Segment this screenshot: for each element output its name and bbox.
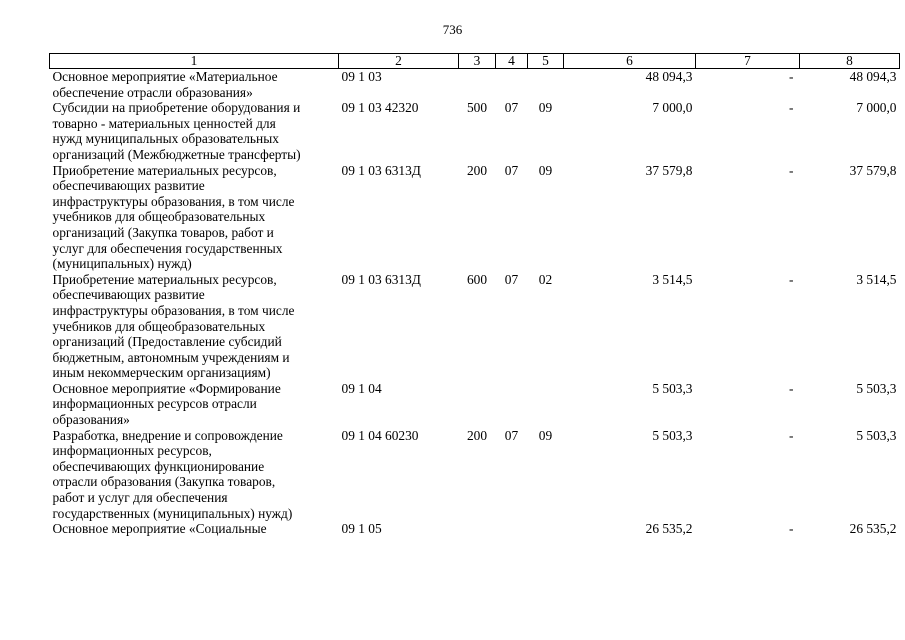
header-col-8: 8: [800, 54, 900, 69]
row-section: [496, 521, 528, 537]
row-description-line: Приобретение материальных ресурсов,: [52, 271, 277, 287]
header-col-3: 3: [459, 54, 496, 69]
row-expense-type: 200: [466, 427, 488, 443]
row-description-line: информационных ресурсов отрасли: [52, 396, 257, 412]
header-col-4: 4: [496, 54, 528, 69]
row-subsection: 02: [538, 271, 553, 287]
row-amount-8: 26 535,2: [849, 521, 897, 537]
row-section: [496, 69, 528, 101]
row-description-line: отрасли образования (Закупка товаров,: [52, 474, 276, 490]
row-amount-7: -: [789, 100, 794, 116]
header-row: [50, 54, 900, 69]
row-section: 07: [504, 427, 519, 443]
row-description-line: организаций (Межбюджетные трансферты): [52, 146, 301, 162]
header-col-5: 5: [528, 54, 564, 69]
row-expense-type: 200: [466, 162, 488, 178]
row-expense-type: [459, 381, 496, 428]
row-description-line: бюджетным, автономным учреждениям и: [52, 349, 290, 365]
row-description-line: нужд муниципальных образовательных: [52, 131, 279, 147]
header-col-1: 1: [50, 54, 339, 69]
row-amount-8: 37 579,8: [849, 162, 897, 178]
row-amount-7: -: [789, 380, 794, 396]
header-col-2: 2: [339, 54, 459, 69]
row-code: 09 1 03 42320: [341, 100, 419, 116]
row-description-line: Разработка, внедрение и сопровождение: [52, 427, 283, 443]
row-expense-type: [459, 69, 496, 101]
row-subsection: [528, 381, 564, 428]
row-description-line: инфраструктуры образования, в том числе: [52, 193, 295, 209]
row-amount-8: 48 094,3: [849, 69, 897, 84]
row-amount-8: 7 000,0: [856, 100, 897, 116]
row-section: [496, 381, 528, 428]
row-section: 07: [504, 100, 519, 116]
row-description-line: образования»: [52, 412, 130, 428]
row-code: 09 1 05: [341, 521, 382, 537]
table-row: [50, 272, 900, 381]
row-amount-6: 48 094,3: [645, 69, 693, 84]
row-description-line: обеспечивающих развитие: [52, 178, 205, 194]
row-description-line: обеспечивающих функционирование: [52, 458, 265, 474]
row-amount-8: 5 503,3: [856, 427, 897, 443]
row-description-line: государственных (муниципальных) нужд): [52, 505, 293, 521]
row-subsection: [528, 521, 564, 537]
row-expense-type: 500: [466, 100, 488, 116]
row-subsection: 09: [538, 162, 553, 178]
row-description: [50, 69, 339, 101]
table-row: [50, 100, 900, 162]
budget-table: [49, 53, 900, 537]
row-section: 07: [504, 162, 519, 178]
row-description-line: иным некоммерческим организациям): [52, 365, 271, 381]
row-amount-6: 5 503,3: [652, 427, 693, 443]
row-description-line: (муниципальных) нужд): [52, 256, 192, 272]
table-row: [50, 163, 900, 272]
table-row: [50, 428, 900, 522]
row-description-line: Основное мероприятие «Материальное: [52, 69, 278, 84]
row-description: [50, 100, 339, 162]
row-amount-7: -: [789, 521, 794, 537]
row-amount-7: -: [789, 69, 794, 84]
row-description-line: учебников для общеобразовательных: [52, 318, 266, 334]
row-amount-8: 3 514,5: [856, 271, 897, 287]
row-description-line: Субсидии на приобретение оборудования и: [52, 100, 301, 116]
row-code: 09 1 04 60230: [341, 427, 419, 443]
row-code: 09 1 03: [341, 69, 382, 84]
row-description-line: работ и услуг для обеспечения: [52, 490, 228, 506]
page-number: 736: [442, 22, 463, 37]
row-description-line: товарно - материальных ценностей для: [52, 115, 276, 131]
row-subsection: [528, 69, 564, 101]
row-description: [50, 272, 339, 381]
row-amount-7: -: [789, 271, 794, 287]
row-amount-8: 5 503,3: [856, 380, 897, 396]
row-description: [50, 163, 339, 272]
row-description-line: организаций (Предоставление субсидий: [52, 334, 282, 350]
row-amount-6: 37 579,8: [645, 162, 693, 178]
row-description-line: обеспечение отрасли образования»: [52, 84, 253, 100]
table-row: [50, 521, 900, 537]
row-description-line: инфраструктуры образования, в том числе: [52, 302, 295, 318]
row-description-line: обеспечивающих развитие: [52, 287, 205, 303]
row-amount-6: 7 000,0: [652, 100, 693, 116]
row-amount-6: 5 503,3: [652, 380, 693, 396]
row-expense-type: 600: [466, 271, 488, 287]
row-description: [50, 381, 339, 428]
row-amount-6: 26 535,2: [645, 521, 693, 537]
table-row: [50, 69, 900, 101]
row-subsection: 09: [538, 427, 553, 443]
row-expense-type: [459, 521, 496, 537]
row-section: 07: [504, 271, 519, 287]
row-description-line: Основное мероприятие «Социальные: [52, 521, 267, 537]
row-code: 09 1 03 6313Д: [341, 271, 421, 287]
row-amount-6: 3 514,5: [652, 271, 693, 287]
header-col-7: 7: [696, 54, 800, 69]
header-col-6: 6: [564, 54, 696, 69]
row-amount-7: -: [789, 162, 794, 178]
row-description-line: Основное мероприятие «Формирование: [52, 380, 281, 396]
row-code: 09 1 03 6313Д: [341, 162, 421, 178]
table-row: [50, 381, 900, 428]
row-code: 09 1 04: [341, 380, 382, 396]
row-description: [50, 521, 339, 537]
row-description-line: учебников для общеобразовательных: [52, 209, 266, 225]
row-description-line: информационных ресурсов,: [52, 443, 212, 459]
row-subsection: 09: [538, 100, 553, 116]
row-description-line: услуг для обеспечения государственных: [52, 240, 283, 256]
row-description-line: Приобретение материальных ресурсов,: [52, 162, 277, 178]
row-description: [50, 428, 339, 522]
row-description-line: организаций (Закупка товаров, работ и: [52, 224, 274, 240]
row-amount-7: -: [789, 427, 794, 443]
